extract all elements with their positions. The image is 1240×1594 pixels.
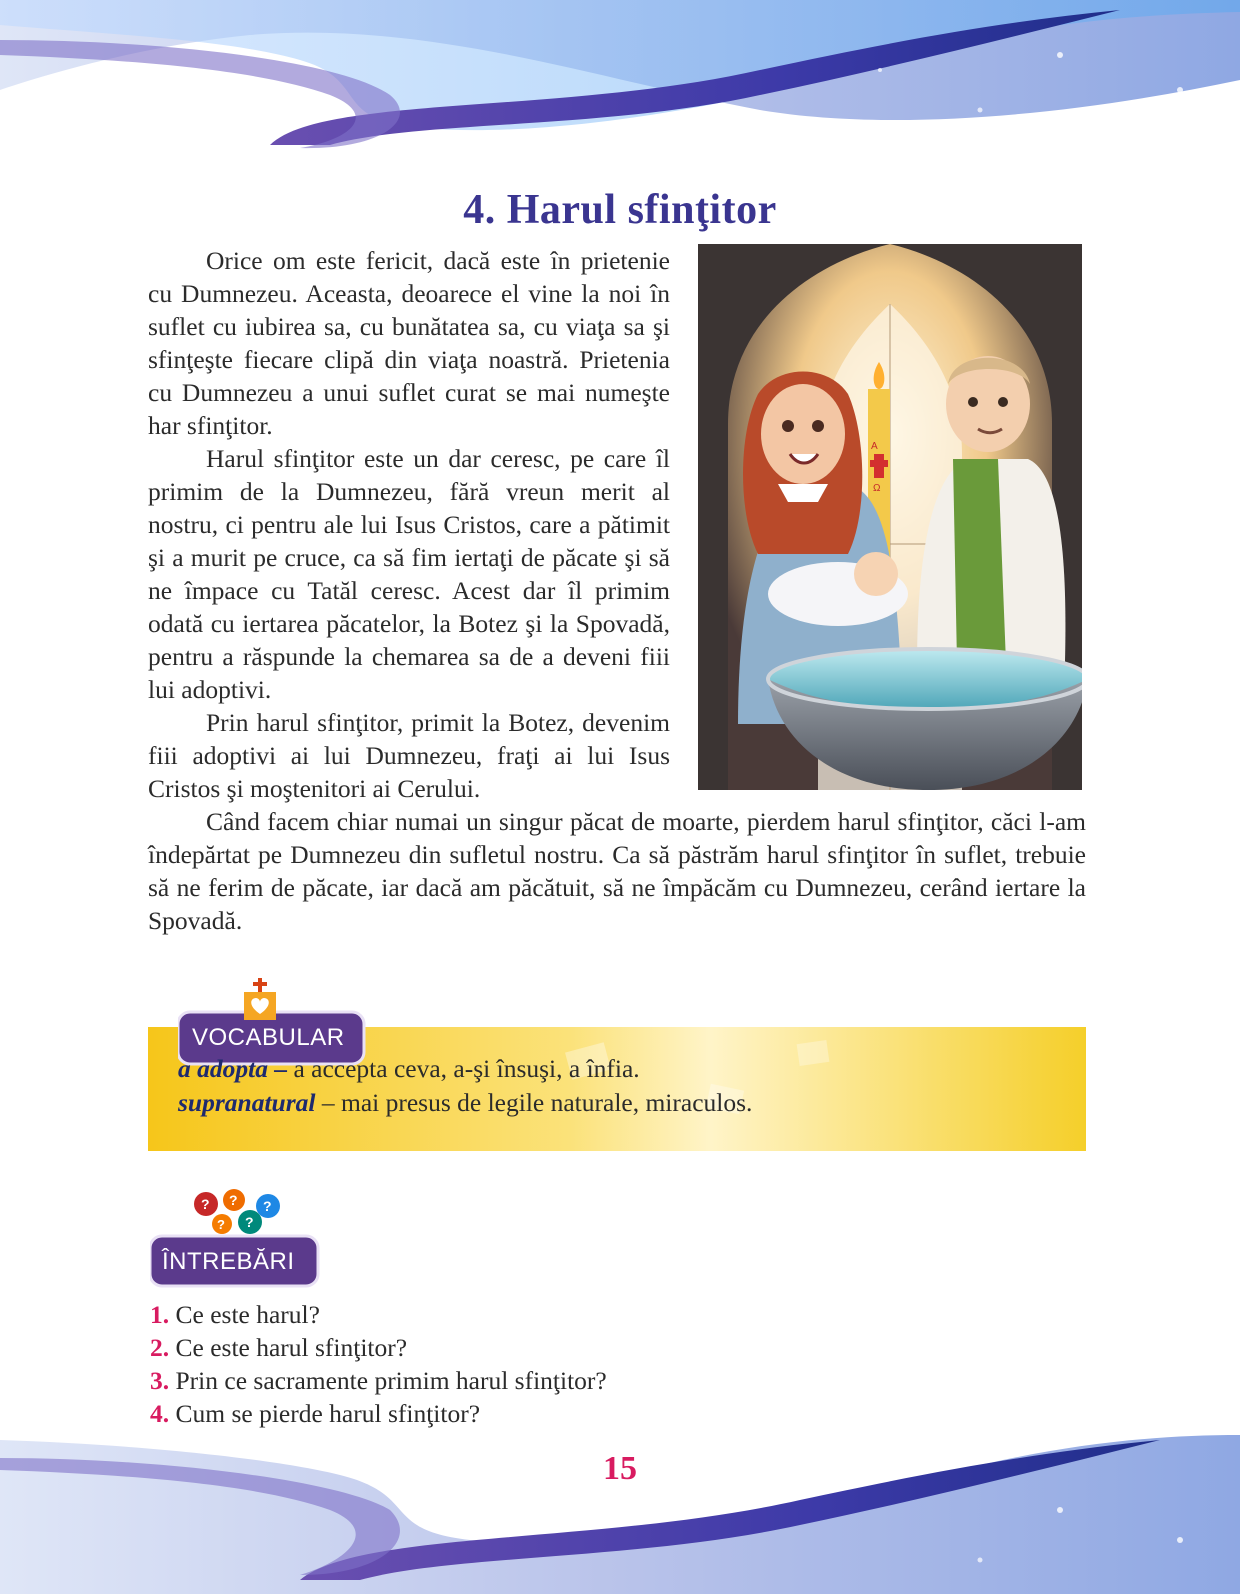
vocabulary-badge: [178, 976, 366, 1066]
questions-badge: [150, 1188, 322, 1288]
questions-list: [150, 1298, 607, 1430]
svg-text:?: ?: [229, 1192, 238, 1208]
paragraph-1: Orice om este fericit, dacă este în prietenie cu Dumnezeu. Aceasta, deoarece el vine la noi în suflet cu iubirea sa, cu bunătatea sa, cu viaţa sa şi sfinţeşte fiecare clipă din viaţa noastră. Prietenia cu Dumnezeu a unui suflet curat se mai numeşte har sfinţitor.: [148, 246, 670, 440]
lesson-title: 4. Harul sfinţitor: [463, 187, 777, 234]
question-item: 4. Cum se pierde harul sfinţitor?: [150, 1399, 481, 1428]
question-item: 1. Ce este harul?: [150, 1300, 320, 1329]
svg-text:?: ?: [245, 1214, 254, 1230]
svg-text:?: ?: [217, 1217, 225, 1232]
vocabulary-label: VOCABULAR: [192, 1024, 345, 1051]
paragraph-2: Harul sfinţitor este un dar ceresc, pe care îl primim de la Dumnezeu, fără vreun merit al nostru, ci pentru ale lui Isus Cristos, care a pătimit şi a murit pe cruce, ca să fim iertaţi de păcate şi să ne împace cu Tatăl ceresc. Acest dar îl primim odată cu iertarea păcatelor, la Botez şi la Spovadă, pentru a răspunde la chemarea sa de a deveni fiii lui adoptivi.: [148, 444, 670, 704]
paragraph-4: Când facem chiar numai un singur păcat de moarte, pierdem harul sfinţitor, căci l-am îndepărtat pe Dumnezeu din sufletul nostru. Ca să păstrăm harul sfinţitor în suflet, trebuie să ne ferim de păcate, iar dacă am păcătuit, să ne împăcăm cu Dumnezeu, cerând iertare la Spovadă.: [148, 807, 1086, 935]
question-item: 2. Ce este harul sfinţitor?: [150, 1333, 408, 1362]
svg-text:?: ?: [263, 1198, 272, 1214]
vocab-entry-2: [178, 1088, 752, 1118]
vocab-definition-2: – mai presus de legile naturale, miraculos.: [315, 1088, 753, 1117]
baptism-illustration: [698, 244, 1082, 790]
question-item: 3. Prin ce sacramente primim harul sfinţitor?: [150, 1366, 607, 1395]
vocab-entry-1: [178, 1054, 640, 1084]
vocab-term-1: a adopta –: [178, 1054, 288, 1083]
bible-heart-icon: [178, 976, 366, 1066]
vocab-term-2: supranatural: [178, 1088, 316, 1117]
page-number: 15: [603, 1450, 637, 1487]
candle-omega: Ω: [873, 483, 881, 494]
top-wave-decoration: [0, 0, 1240, 150]
vocab-definition-1: a accepta ceva, a-şi însuşi, a înfia.: [287, 1054, 640, 1083]
svg-text:?: ?: [201, 1196, 210, 1212]
questions-label: ÎNTREBĂRI: [162, 1248, 295, 1275]
paragraph-3: Prin harul sfinţitor, primit la Botez, devenim fiii adoptivi ai lui Dumnezeu, fraţi ai lui Isus Cristos şi moştenitori ai Cerului.: [148, 708, 670, 803]
candle-alpha: A: [871, 441, 878, 452]
